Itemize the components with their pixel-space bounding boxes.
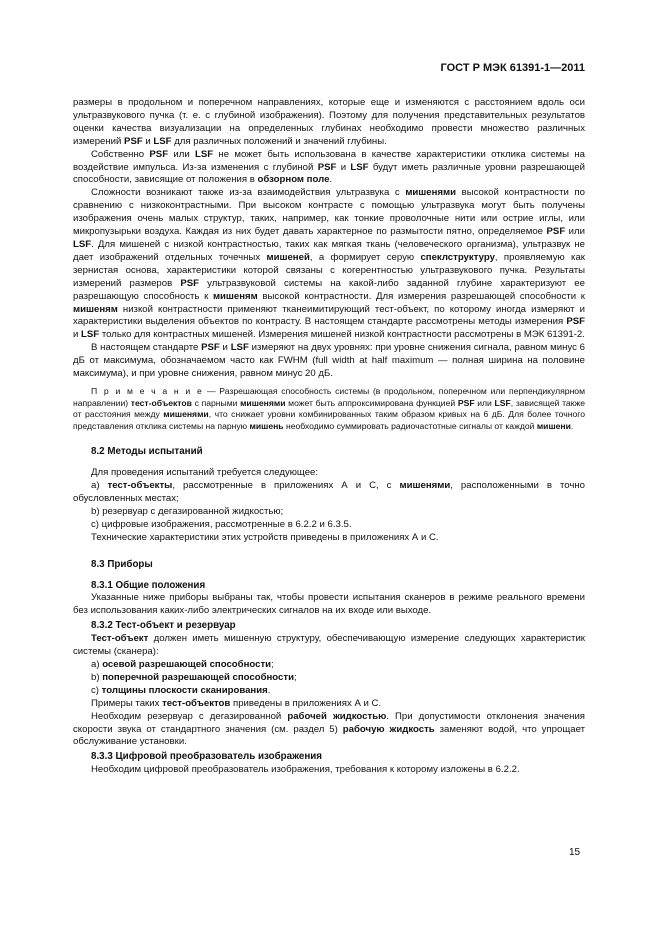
subsection-8-3-2-title: 8.3.2 Тест-объект и резервуар [91, 620, 236, 632]
text-run: , а формирует серую [309, 251, 421, 263]
list-item-a [73, 480, 585, 506]
text-run: Указанные ниже приборы выбраны так, чтобы провести испытания сканеров в режиме реального времени без использования каких-либо электрических сигналов на их входе или выходе. [73, 592, 585, 617]
bold-term: толщины плоскости сканирования [101, 684, 268, 696]
text-run: ; [271, 659, 274, 670]
text-run: должен иметь мишенную структуру, обеспечивающую измерение следующих характеристик системы (сканера): [73, 633, 585, 658]
bold-term: тест-объектов [130, 397, 192, 408]
text-run: — Разрешающая способность системы (в продольном, поперечном или перпендикулярном направлении) [73, 385, 585, 408]
text-run: только для контрастных мишеней. Измерения мишеней низкой контрастности рассмотрены в МЭК 61391-2. [99, 329, 585, 341]
list-item-axial [73, 659, 585, 672]
bold-term: осевой разрешающей способности [102, 659, 272, 670]
text-run: с) [91, 684, 102, 696]
bold-term: PSF [566, 316, 585, 328]
subsection-8-3-1-text [73, 592, 585, 618]
text-run: , проявляемую как зернистая основа, характеристики которой связаны с когерентностью ультразвукового пучка. Результаты измерений размеров [73, 251, 585, 289]
text-run: заменяют водой, что упрощает обслуживание установки. [73, 723, 585, 748]
text-run: низкой контрастности применяют тканеимитирующий тест-объект, по которому иногда измеряют и характеристики выделения объектов по контрасту. В настоящем стандарте рассмотрены методы измерения [73, 303, 585, 328]
text-run: В настоящем стандарте [91, 342, 202, 354]
bold-term: мишеням [73, 303, 118, 315]
text-run: не может быть использована в качестве характеристики отклика системы на воздействие импульса. Из-за изменения с глубиной [73, 148, 585, 173]
text-run: а) [91, 659, 103, 670]
bold-term: мишеням [212, 290, 258, 302]
text-run: высокой контрастности. Для измерения разрешающей способности к [257, 290, 585, 302]
tank-paragraph [73, 711, 585, 750]
text-run: ультразвуковой системы на какой-либо заданной глубине характеризуют ее разрешающую способность к [73, 277, 585, 302]
text-run: b) резервуар с дегазированной жидкостью; [91, 505, 284, 517]
bold-term: PSF [457, 397, 475, 408]
bold-term: PSF [180, 277, 199, 289]
text-run: . [267, 684, 271, 696]
bold-term: рабочей жидкостью [287, 710, 387, 722]
bold-term: LSF [81, 329, 100, 341]
text-run: ; [293, 671, 297, 683]
text-run: . Для мишеней с низкой контрастностью, таких как мягкая ткань (человеческого организма), ультразвук не дает изображений отдельных точечных [73, 238, 585, 263]
list-item-c [73, 519, 585, 532]
paragraph-contrast-targets [73, 187, 585, 342]
bold-term: PSF [201, 342, 220, 354]
section-8-2-intro [73, 467, 585, 480]
text-run: и [336, 161, 351, 173]
bold-term: мишень [249, 420, 284, 431]
text-run: . При допустимости отклонения значения скорости звука от стандартного значения (см. раздел 5) [73, 710, 586, 735]
text-run: Технические характеристики этих устройств приведены в приложениях А и С. [91, 531, 439, 543]
text-run: размеры в продольном и поперечном направлениях, которые еще и изменяются с расстоянием вдоль оси ультразвукового пучка (т. е. с глубиной изображения). Поэтому для получения представительных результатов оценки качества визуализации на определенных глубинах необходимо провести множество различных измерений [73, 97, 585, 147]
bold-term: PSF [546, 226, 566, 238]
section-8-2-title: 8.2 Методы испытаний [91, 446, 203, 458]
text-run: Необходим резервуар с дегазированной [91, 710, 288, 722]
bold-term: спеклструктуру [420, 251, 495, 263]
page-body [73, 97, 585, 777]
bold-term: мишеней [266, 251, 310, 263]
text-run: с парными [191, 397, 241, 408]
text-run: для различных положений и значений глубины. [171, 135, 387, 147]
text-run: Примеры таких [91, 697, 163, 709]
bold-term: мишенями [240, 397, 286, 408]
text-run: Необходим цифровой преобразователь изображения, требования к которому изложены в 6.2.2. [91, 764, 520, 776]
bold-term: тест-объектов [162, 697, 231, 709]
bold-term: мишени [536, 420, 571, 431]
text-run: может быть аппроксимирована функцией [285, 397, 458, 408]
list-item-lateral [73, 672, 585, 685]
section-8-2-tail [73, 532, 585, 545]
text-run: . [570, 420, 574, 431]
bold-term: мишенями [405, 187, 457, 199]
text-run: приведены в приложениях А и С. [230, 697, 382, 709]
text-run: высокой контрастности по сравнению с низкоконтрастными. При высоком контрасте с помощью ультразвука могут быть получены изображения очень малых структур, таких, например, как тонкие проволочные нити или острие иглы, или микропузырьки воздуха. Каждая из них будет давать характерное по размытости пятно, определяемое [73, 187, 585, 238]
bold-term: LSF [230, 342, 249, 354]
text-run: или [168, 148, 195, 160]
text-run: Для проведения испытаний требуется следующее: [91, 467, 319, 479]
text-run: будут иметь различные уровни разрешающей способности, зависящие от положения в [73, 161, 585, 186]
examples-paragraph [73, 698, 585, 711]
bold-term: LSF [73, 238, 92, 250]
list-item-slice-thickness [73, 685, 585, 698]
bold-term: поперечной разрешающей способности [102, 671, 294, 683]
paragraph-psf-lsf-variation [73, 97, 585, 149]
text-run: с) цифровые изображения, рассмотренные в 6.2.2 и 6.3.5. [91, 518, 352, 530]
note-paragraph [73, 386, 585, 432]
text-run: b) [91, 671, 103, 683]
bold-term: PSF [317, 161, 337, 173]
text-run: и [73, 329, 82, 341]
paragraph-response-characteristic [73, 149, 585, 188]
subsection-8-3-3-text [73, 764, 585, 777]
subsection-8-3-2-text [73, 633, 585, 659]
bold-term: LSF [195, 148, 214, 160]
bold-term: LSF [494, 397, 511, 408]
subsection-8-3-1-title: 8.3.1 Общие положения [91, 579, 206, 591]
bold-term: PSF [124, 135, 143, 147]
text-run: необходимо суммировать радиочастотные сигналы от каждой [283, 420, 537, 431]
paragraph-measurement-levels [73, 342, 585, 381]
text-run: . [329, 174, 333, 186]
bold-term: LSF [153, 135, 172, 147]
bold-term: тест-объекты [107, 480, 173, 492]
document-header: ГОСТ Р МЭК 61391-1—2011 [440, 62, 585, 74]
text-run: , рассмотренные в приложениях А и С, с [172, 480, 400, 492]
bold-term: рабочую жидкость [342, 723, 435, 735]
bold-term: LSF [350, 161, 369, 173]
bold-term: PSF [149, 148, 169, 160]
text-run: , расположенными в точно обусловленных местах; [73, 480, 585, 505]
text-run: , что снижает уровни комбинированных таким образом кривых на 6 дБ. Для более точного представления отклика системы на парную [73, 409, 585, 431]
note-label: П р и м е ч а н и е [91, 385, 204, 396]
subsection-8-3-3-title: 8.3.3 Цифровой преобразователь изображения [91, 751, 322, 763]
text-run: Сложности возникают также из-за взаимодействия ультразвука с [91, 187, 406, 199]
bold-term: мишенями [163, 409, 209, 420]
text-run: , зависящей также от расстояния между [73, 397, 585, 420]
bold-term: Тест-объект [91, 633, 149, 645]
text-run: или [474, 397, 495, 408]
text-run: а) [91, 480, 108, 492]
text-run: или [565, 226, 585, 238]
text-run: Собственно [91, 148, 150, 160]
section-8-3-title: 8.3 Приборы [91, 558, 153, 570]
bold-term: мишенями [399, 480, 451, 492]
page-number: 15 [569, 847, 581, 858]
text-run: и [219, 342, 231, 354]
bold-term: обзорном поле [257, 174, 330, 186]
text-run: измеряют на двух уровнях: при уровне снижения сигнала, равном минус 6 дБ от максимума, обозначаемом часто как FWHM (full width at half maximum — полная ширина на половине максимума), и при уровне снижения, равном минус 20 дБ. [73, 342, 585, 380]
list-item-b [73, 506, 585, 519]
text-run: и [142, 135, 154, 147]
